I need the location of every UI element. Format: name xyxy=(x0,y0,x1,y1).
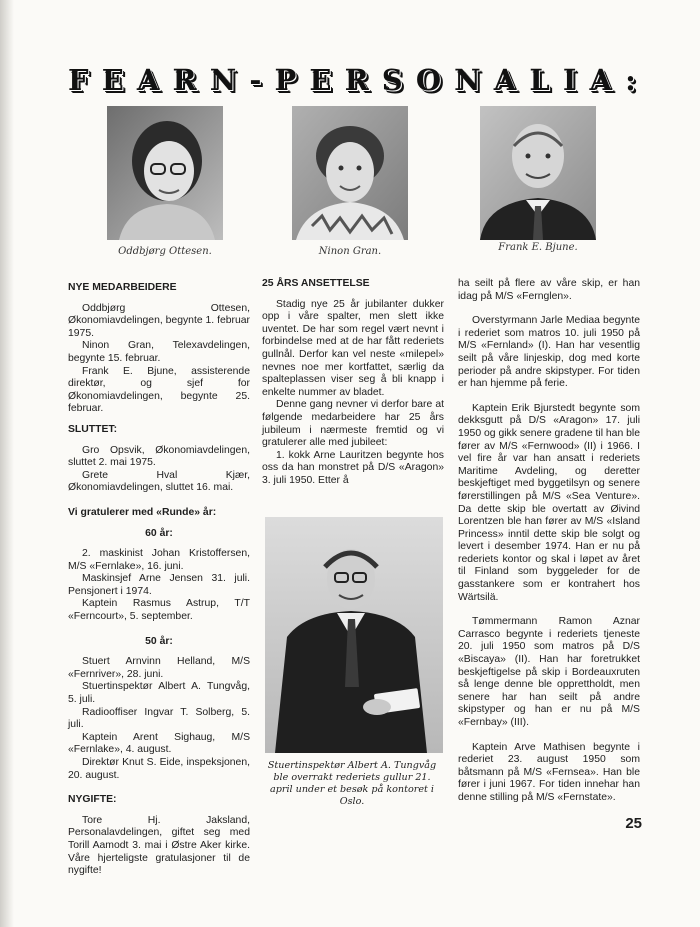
caption-photo-1: Oddbjørg Ottesen. xyxy=(118,246,212,257)
page-number: 25 xyxy=(625,815,642,832)
title-letter: P xyxy=(274,63,299,97)
paragraph: Tømmermann Ramon Aznar Carrasco begynte i rederiets tjeneste 20. juli 1950 som matros på D/S «Biscaya» (II). Han har foretrukket beskjeftigelse på skip i Bordeauxruten så lenge denne ble opprettholdt, men senere har han seilt på andre skipstyper og han er nu på M/S «Fernbay» (III). xyxy=(458,616,640,728)
heading-left: SLUTTET: xyxy=(68,423,118,435)
title-letter: - xyxy=(249,63,264,97)
paragraph: Stuert Arnvinn Helland, M/S «Fernriver», 28. juni. xyxy=(68,656,250,680)
paragraph: Oddbjørg Ottesen, Økonomiavdelingen, begynte 1. februar 1975. xyxy=(68,302,250,339)
portrait-photo-1 xyxy=(107,106,223,240)
portrait-photo-3 xyxy=(480,106,596,240)
title-letter: N xyxy=(209,63,239,97)
page-shadow xyxy=(0,0,14,927)
column-left xyxy=(68,282,250,878)
paragraph: 2. maskinist Johan Kristoffersen, M/S «Fernlake», 16. juni. xyxy=(68,548,250,572)
paragraph: Ninon Gran, Telexavdelingen, begynte 15. februar. xyxy=(68,340,250,364)
title-letter: S xyxy=(381,63,405,97)
title-letter: L xyxy=(529,63,552,97)
paragraph: Overstyrmann Jarle Mediaa begynte i rederiet som matros 10. juli 1950 på M/S «Fernland» (I). Han har vesentlig seilt på våre linjeskip, dog med korte perioder på andre skipstyper. For tiden er han hjemme på ferie. xyxy=(458,315,640,390)
paragraph: Kaptein Erik Bjurstedt begynte som dekksgutt på D/S «Aragon» 17. juli 1950 og gikk senere gradene til han ble fører av M/S «Fernwood» (II) i 1966. I vel fire år var han ansatt i rederiets Maritime Avdeling, og deretter beskjeftiget med byggetilsyn og senere førerstillingen på M/S «Sea Venture». Da dette skip ble overtatt av Øivind Lorentzen ble han fører av M/S «Island Princess» inntil dette skip ble solgt og levert i desember 1974. Han er nu på rederiets kontor og skal i løpet av året til Finland som byggeleder for de gasstankere som er kontrahert hos Wärtsilä. xyxy=(458,402,640,603)
title-letter: O xyxy=(415,63,444,97)
title-letter: R xyxy=(344,63,371,97)
paragraph: Denne gang nevner vi derfor bare at følgende medarbeidere har 25 års jubileum i nærmeste fremtid og vi gratulerer alle med jubileet: xyxy=(262,399,444,449)
caption-photo-3: Frank E. Bjune. xyxy=(498,242,578,253)
title-letter: A xyxy=(589,63,615,97)
paragraph: Direktør Knut S. Eide, inspeksjonen, 20. august. xyxy=(68,757,250,781)
paragraph: Stadig nye 25 år jubilanter dukker opp i våre spalter, men slett ikke uventet. De har som regel vært nevnt i forbindelse med at de har fått rederiets gullnål. Derfor kan vel neste «milepel» nevnes noe mer kortfattet, særlig da spalteplassen viser seg å bli knapp i enkelte nummer av bladet. xyxy=(262,298,444,398)
paragraph: Tore Hj. Jaksland, Personalavdelingen, giftet seg med Torill Aamodt 3. mai i Østre Aker kirke. Våre hjerteligste gratulasjoner til de nygifte! xyxy=(68,814,250,877)
paragraph: Frank E. Bjune, assisterende direktør, og sjef for Økonomiavdelingen, begynte 25. februar. xyxy=(68,365,250,415)
title-letter: N xyxy=(454,63,483,97)
column-middle xyxy=(262,278,444,488)
title-letter: E xyxy=(101,63,126,97)
title-letter: I xyxy=(562,63,579,97)
paragraph: Kaptein Arent Sighaug, M/S «Fernlake», 4. august. xyxy=(68,731,250,756)
paragraph: Radiooffiser Ingvar T. Solberg, 5. juli. xyxy=(68,706,250,731)
photo-award xyxy=(265,517,443,753)
column-right xyxy=(458,278,640,805)
heading-25-years: 25 ÅRS ANSETTELSE xyxy=(262,278,370,289)
paragraph: Gro Opsvik, Økonomiavdelingen, sluttet 2. mai 1975. xyxy=(68,444,250,469)
subheading-50: 50 år: xyxy=(145,635,173,647)
paragraph: Maskinsjef Arne Jensen 31. juli. Pensjonert i 1974. xyxy=(68,573,250,597)
heading-new-employees: NYE MEDARBEIDERE xyxy=(68,282,177,293)
portrait-man-icon xyxy=(480,106,596,240)
title-letter: R xyxy=(172,63,199,97)
portrait-photo-2 xyxy=(292,106,408,240)
paragraph: Kaptein Arve Mathisen begynte i rederiet 23. august 1950 som båtsmann på M/S «Fernsea». Han ble fører i juni 1967. For tiden innehar han denne stilling på M/S «Fernstate». xyxy=(458,741,640,803)
heading-congratulations: Vi gratulerer med «Runde» år: xyxy=(68,506,217,518)
title-letter: F xyxy=(68,63,91,97)
caption-photo-2: Ninon Gran. xyxy=(318,246,382,257)
caption-photo-4: Stuertinspektør Albert A. Tungvåg ble overrakt rederiets gullur 21. april under et besøk på kontoret i Oslo. xyxy=(267,760,437,807)
title-letter: A xyxy=(136,63,162,97)
paragraph: Grete Hval Kjær, Økonomiavdelingen, sluttet 16. mai. xyxy=(68,469,250,494)
title-letter: E xyxy=(309,63,334,97)
title-letter: A xyxy=(493,63,519,97)
heading-newlyweds: NYGIFTE: xyxy=(68,794,117,806)
page-title xyxy=(68,62,638,98)
man-receiving-watch-icon xyxy=(265,517,443,753)
portrait-woman-icon xyxy=(292,106,408,240)
subheading-60: 60 år: xyxy=(145,527,173,539)
title-letter: : xyxy=(625,63,638,97)
paragraph: Kaptein Rasmus Astrup, T/T «Ferncourt», 5. september. xyxy=(68,598,250,623)
paragraph: ha seilt på flere av våre skip, er han idag på M/S «Fernglen». xyxy=(458,278,640,302)
paragraph: Stuertinspektør Albert A. Tungvåg, 5. juli. xyxy=(68,681,250,706)
paragraph: 1. kokk Arne Lauritzen begynte hos oss da han monstret på D/S «Aragon» 3. juli 1950. Etter å xyxy=(262,449,444,486)
portrait-woman-glasses-icon xyxy=(107,106,223,240)
